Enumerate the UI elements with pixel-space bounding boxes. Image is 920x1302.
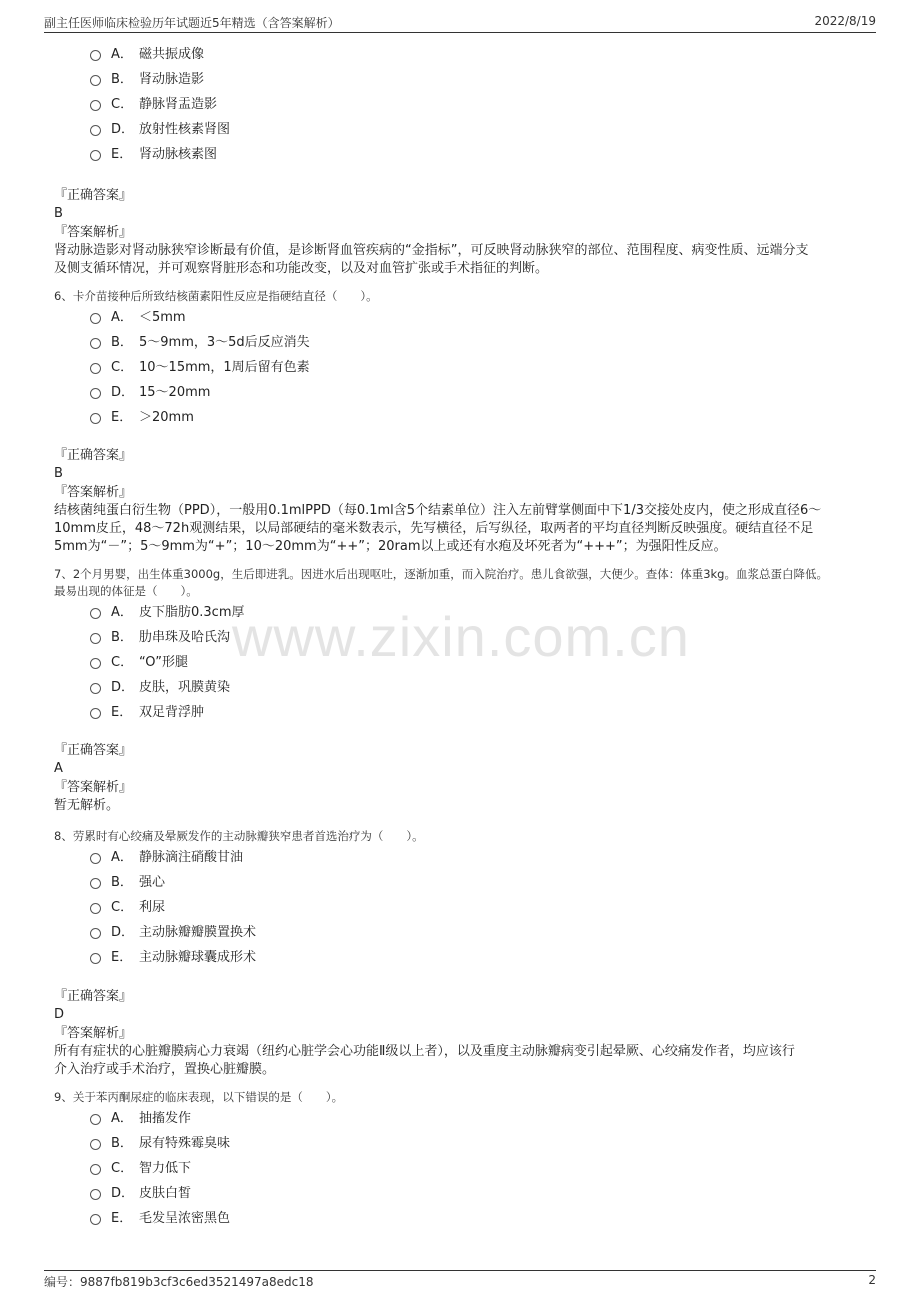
radio-icon[interactable] — [90, 388, 101, 399]
radio-icon[interactable] — [90, 75, 101, 86]
option-e[interactable]: E． ＞20mm — [90, 405, 310, 430]
q6-answer-block — [54, 447, 866, 556]
correct-answer: B — [54, 466, 63, 481]
analysis-line: 暂无解析。 — [54, 798, 120, 813]
analysis-label: 『答案解析』 — [54, 1026, 133, 1041]
option-d[interactable]: D． 放射性核素肾图 — [90, 117, 230, 142]
option-d[interactable]: D． 皮肤，巩膜黄染 — [90, 675, 245, 700]
analysis-label: 『答案解析』 — [54, 225, 133, 240]
option-a[interactable]: A． 静脉滴注硝酸甘油 — [90, 845, 256, 870]
q9-options — [90, 1106, 230, 1231]
radio-icon[interactable] — [90, 363, 101, 374]
option-d[interactable]: D． 皮肤白皙 — [90, 1181, 230, 1206]
radio-icon[interactable] — [90, 150, 101, 161]
radio-icon[interactable] — [90, 608, 101, 619]
option-e[interactable]: E． 肾动脉核素图 — [90, 142, 230, 167]
radio-icon[interactable] — [90, 1164, 101, 1175]
analysis-line: 介入治疗或手术治疗，置换心脏瓣膜。 — [54, 1062, 276, 1077]
analysis-line: 10mm皮丘，48～72h观测结果，以局部硬结的毫米数表示，先写横径，后写纵径，取两者的平均直径判断反映强度。硬结直径不足 — [54, 521, 814, 536]
page-footer — [44, 1270, 876, 1291]
option-e[interactable]: E． 双足背浮肿 — [90, 700, 245, 725]
question-7 — [54, 566, 866, 600]
page-header — [44, 12, 876, 33]
analysis-line: 5mm为“－”；5～9mm为“+”；10～20mm为“++”；20ram以上或还有水疱及坏死者为“+++”；为强阳性反应。 — [54, 539, 727, 554]
analysis-line: 肾动脉造影对肾动脉狭窄诊断最有价值，是诊断肾血管疾病的“金指标”，可反映肾动脉狭窄的部位、范围程度、病变性质、远端分支 — [54, 243, 809, 258]
radio-icon[interactable] — [90, 633, 101, 644]
correct-answer: A — [54, 761, 63, 776]
option-c[interactable]: C． “O”形腿 — [90, 650, 245, 675]
question-line: 最易出现的体征是（ ）。 — [54, 584, 198, 598]
analysis-line: 及侧支循环情况，并可观察肾脏形态和功能改变，以及对血管扩张或手术指征的判断。 — [54, 261, 549, 276]
analysis-label: 『答案解析』 — [54, 485, 133, 500]
option-a[interactable]: A． 皮下脂肪0.3cm厚 — [90, 600, 245, 625]
option-b[interactable]: B． 肋串珠及哈氏沟 — [90, 625, 245, 650]
document-title: 副主任医师临床检验历年试题近5年精选（含答案解析） — [44, 16, 340, 30]
option-c[interactable]: C． 静脉肾盂造影 — [90, 92, 230, 117]
radio-icon[interactable] — [90, 100, 101, 111]
option-d[interactable]: D． 15～20mm — [90, 380, 310, 405]
radio-icon[interactable] — [90, 1139, 101, 1150]
correct-answer-label: 『正确答案』 — [54, 188, 133, 203]
option-b[interactable]: B． 尿有特殊霉臭味 — [90, 1131, 230, 1156]
document-code: 编号：9887fb819b3cf3c6ed3521497a8edc18 — [44, 1275, 314, 1289]
option-b[interactable]: B． 肾动脉造影 — [90, 67, 230, 92]
radio-icon[interactable] — [90, 1189, 101, 1200]
radio-icon[interactable] — [90, 878, 101, 889]
q7-answer-block — [54, 742, 866, 815]
option-c[interactable]: C． 10～15mm，1周后留有色素 — [90, 355, 310, 380]
radio-icon[interactable] — [90, 708, 101, 719]
correct-answer: D — [54, 1007, 65, 1022]
radio-icon[interactable] — [90, 928, 101, 939]
correct-answer: B — [54, 206, 63, 221]
q5-answer-block — [54, 187, 866, 278]
q5-options — [90, 42, 230, 167]
radio-icon[interactable] — [90, 338, 101, 349]
option-d[interactable]: D． 主动脉瓣瓣膜置换术 — [90, 920, 256, 945]
option-b[interactable]: B． 强心 — [90, 870, 256, 895]
radio-icon[interactable] — [90, 853, 101, 864]
radio-icon[interactable] — [90, 1214, 101, 1225]
radio-icon[interactable] — [90, 413, 101, 424]
option-b[interactable]: B． 5～9mm，3～5d后反应消失 — [90, 330, 310, 355]
correct-answer-label: 『正确答案』 — [54, 448, 133, 463]
analysis-line: 结核菌纯蛋白衍生物（PPD），一般用0.1mlPPD（每0.1ml含5个结素单位）注入左前臂掌侧面中下1/3交接处皮内，使之形成直径6～ — [54, 503, 822, 518]
question-8: 8、劳累时有心绞痛及晕厥发作的主动脉瓣狭窄患者首选治疗为（ ）。 — [54, 829, 424, 843]
radio-icon[interactable] — [90, 1114, 101, 1125]
option-e[interactable]: E． 主动脉瓣球囊成形术 — [90, 945, 256, 970]
correct-answer-label: 『正确答案』 — [54, 989, 133, 1004]
watermark: www.zixin.com.cn — [232, 605, 690, 668]
option-a[interactable]: A． 磁共振成像 — [90, 42, 230, 67]
q7-options — [90, 600, 245, 725]
question-9: 9、关于苯丙酮尿症的临床表现，以下错误的是（ ）。 — [54, 1090, 344, 1104]
radio-icon[interactable] — [90, 683, 101, 694]
option-e[interactable]: E． 毛发呈浓密黑色 — [90, 1206, 230, 1231]
radio-icon[interactable] — [90, 658, 101, 669]
q8-answer-block — [54, 988, 866, 1079]
radio-icon[interactable] — [90, 313, 101, 324]
q6-options — [90, 305, 310, 430]
radio-icon[interactable] — [90, 903, 101, 914]
question-6: 6、卡介苗接种后所致结核菌素阳性反应是指硬结直径（ ）。 — [54, 289, 378, 303]
option-c[interactable]: C． 利尿 — [90, 895, 256, 920]
analysis-label: 『答案解析』 — [54, 780, 133, 795]
correct-answer-label: 『正确答案』 — [54, 743, 133, 758]
page-number: 2 — [868, 1273, 876, 1287]
radio-icon[interactable] — [90, 953, 101, 964]
radio-icon[interactable] — [90, 50, 101, 61]
question-line: 7、2个月男婴，出生体重3000g，生后即进乳。因进水后出现呕吐，逐渐加重，而入院治疗。患儿食欲强，大便少。查体：体重3kg。血浆总蛋白降低。 — [54, 567, 828, 581]
option-a[interactable]: A． 抽搐发作 — [90, 1106, 230, 1131]
option-c[interactable]: C． 智力低下 — [90, 1156, 230, 1181]
document-date: 2022/8/19 — [814, 14, 876, 28]
analysis-line: 所有有症状的心脏瓣膜病心力衰竭（纽约心脏学会心功能Ⅱ级以上者），以及重度主动脉瓣病变引起晕厥、心绞痛发作者，均应该行 — [54, 1044, 795, 1059]
radio-icon[interactable] — [90, 125, 101, 136]
option-a[interactable]: A． ＜5mm — [90, 305, 310, 330]
q8-options — [90, 845, 256, 970]
